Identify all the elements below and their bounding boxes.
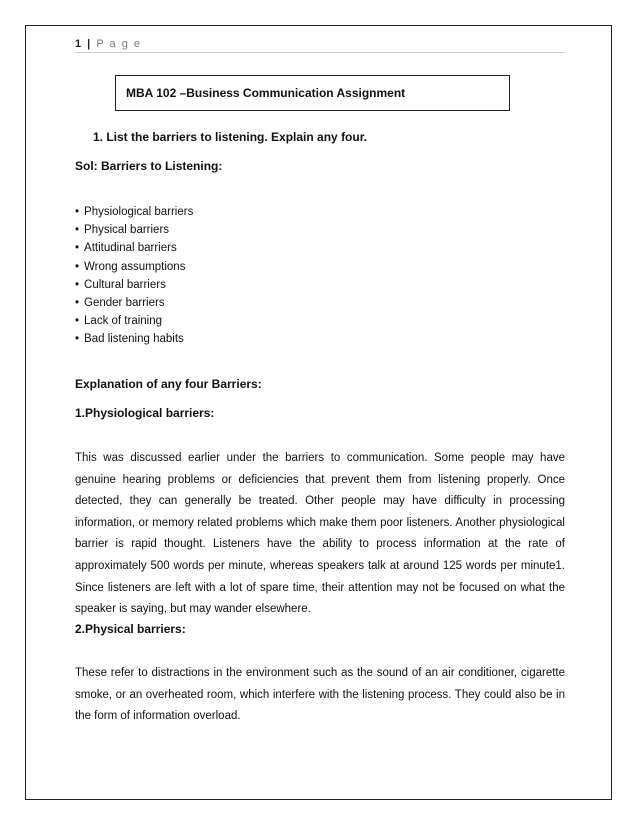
section-heading-physical: 2.Physical barriers: (75, 622, 186, 636)
header-divider (75, 52, 565, 53)
list-item: • Cultural barriers (75, 276, 193, 294)
list-item: • Physiological barriers (75, 203, 193, 221)
barriers-list (75, 203, 193, 349)
page-label: P a g e (96, 38, 142, 50)
section-paragraph-physiological: This was discussed earlier under the barriers to communication. Some people may have genuine hearing problems or deficiencies that prevent them from listening properly. Once detected, they can generally be treated. Other people may have difficulty in processing information, or memory related problems which make them poor listeners. Another physiological barrier is rapid thought. Listeners have the ability to process information at the rate of approximately 500 words per minute, whereas speakers talk at around 125 words per minute1. Since listeners are left with a lot of spare time, their attention may not be focused on what the speaker is saying, but may wander elsewhere. (75, 452, 565, 616)
list-item: • Bad listening habits (75, 330, 193, 348)
solution-heading: Sol: Barriers to Listening: (75, 159, 223, 173)
list-item: • Wrong assumptions (75, 258, 193, 276)
list-item: • Gender barriers (75, 294, 193, 312)
question-heading: 1. List the barriers to listening. Explain any four. (93, 130, 368, 144)
list-item: • Lack of training (75, 312, 193, 330)
section-paragraph-physical: These refer to distractions in the environment such as the sound of an air conditioner, cigarette smoke, or an overheated room, which interfere with the listening process. They could also be in the form of information overload. (75, 667, 565, 723)
list-item: • Attitudinal barriers (75, 239, 193, 257)
page-number: 1 | (75, 38, 92, 50)
document-title: MBA 102 –Business Communication Assignment (126, 86, 406, 100)
list-item: • Physical barriers (75, 221, 193, 239)
section-heading-physiological: 1.Physiological barriers: (75, 406, 215, 420)
explanation-heading: Explanation of any four Barriers: (75, 377, 262, 391)
page-header (75, 38, 142, 50)
title-box (115, 75, 510, 111)
